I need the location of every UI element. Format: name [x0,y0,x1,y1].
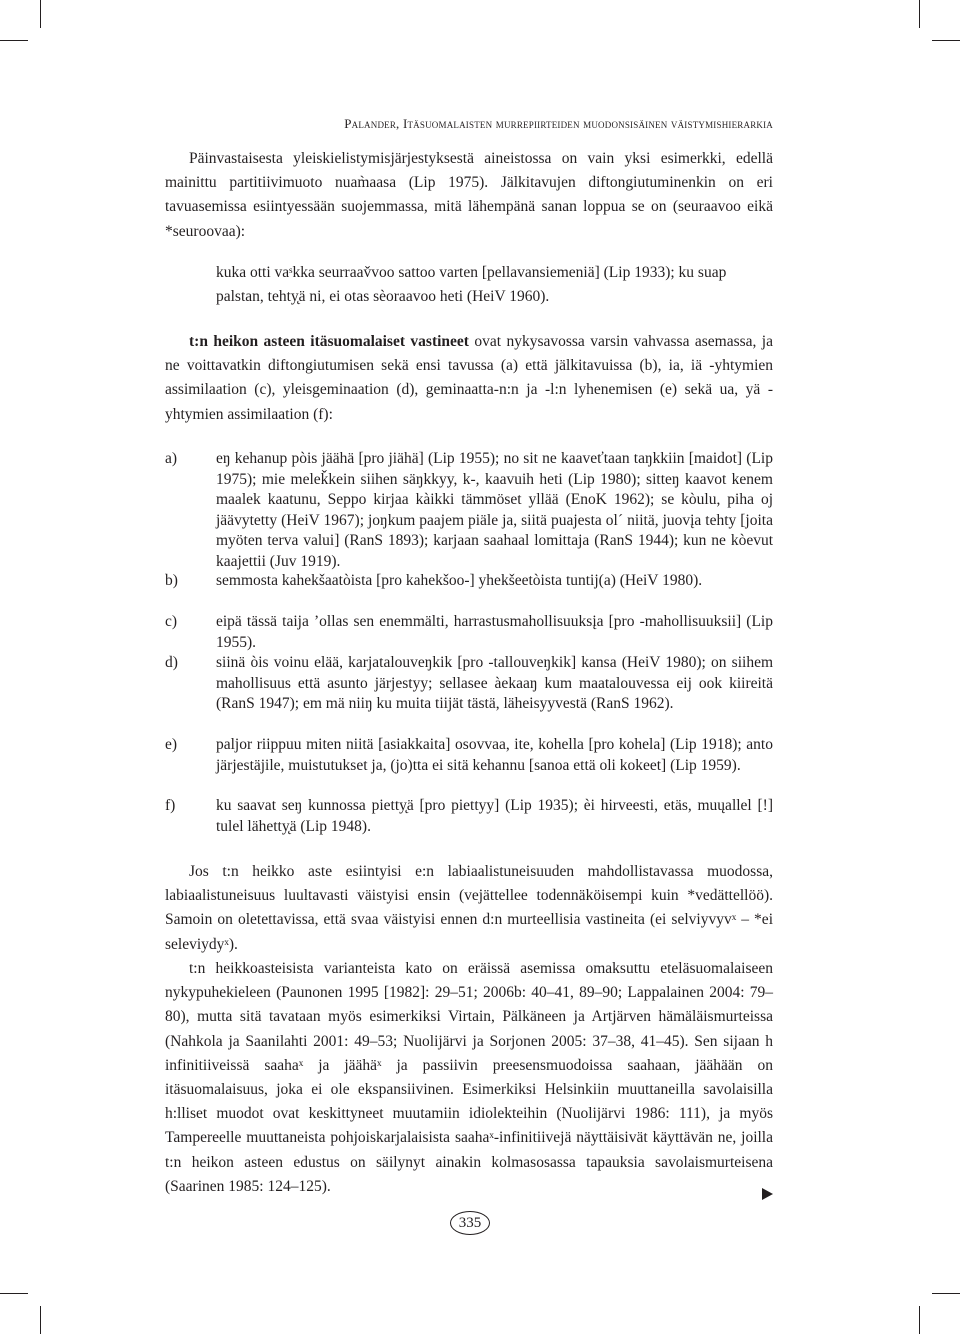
intro-paragraph: Päinvastaisesta yleiskielistymisjärjestyksestä aineistossa on vain yksi esimerkki, edellä mainittu partitiivimuoto nuam̀aasa (Lip 1975). Jälkitavujen diftongiutuminenkin on eri tavuasemissa esiintyessään suojemmassa, mitä lähempänä sanan loppua se on (seuraavoo eikä *seuroovaa): [165,150,773,240]
example-label: f) [165,797,176,814]
crop-mark [932,1293,960,1294]
running-header: Palander, Itäsuomalaisten murrepiirteiden muodonsisäinen väistymishierarkia [344,116,773,131]
crop-mark [932,40,960,41]
example-text: paljor riippuu miten niitä [asiakkaita] osovvaa, ite, kohella [pro kohela] (Lip 1918); anto järjestäjile, muistutukset ja, (jo)tta ei sitä kehannu [sanoa että oli kokeet] (Lip 1959). [216,736,773,774]
example-text: semmosta kahekšaatòista [pro kahekšoo-] yhekšeetòista tuntij(a) (HeiV 1980). [216,572,703,589]
example-label: e) [165,736,178,753]
section-lead: t:n heikon asteen itäsuomalaiset vastineet [189,333,469,350]
example-label: d) [165,654,178,671]
example-label: c) [165,613,178,630]
crop-mark [919,1306,920,1334]
page-number: 335 [450,1211,490,1235]
continue-marker-icon [762,1188,773,1200]
crop-mark [919,0,920,28]
crop-mark [40,0,41,28]
example-label: b) [165,572,178,589]
section-paragraph [165,330,773,427]
example-label: a) [165,450,178,467]
section-text: ovat nykysavossa varsin vahvassa asemassa, ja ne voittavatkin diftongiutumisen sekä ensi tavussa (a) että jälkitavuissa (b), ia, iä -yhtymien assimilaation (c), yleisgeminaation (d), geminaatta-n:n ja -l:n lyhenemisen (e) sekä ua, yä -yhtymien assimilaation (f): [165,333,773,423]
paragraph-t: t:n heikkoasteisista varianteista kato on eräissä asemissa omaksuttu eteläsuomalaiseen nykypuhekieleen (Paunonen 1995 [1982]: 29–51; 2006b: 40–41, 89–90; Lappalainen 2004: 79–80), mutta sitä tavataan myös esimerkiksi Virtain, Pälkäneen ja Artjärven hämäläismurteissa (Nahkola ja Saanilahti 2001: 49–53; Nuolijärvi ja Sorjonen 2005: 37–38, 41–45). Sen sijaan h infinitiiveissä saahaˣ ja jäähäˣ ja passiivin preesensmuodoissa saahaan, jäähään on itäsuomalaisuus, joka ei ole ekspansiivinen. Esimerkiksi Helsinkiin muuttaneilla savolaisilla h:lliset muodot ovat keskittyneet muutamiin idiolekteihin (Nuolijärvi 1986: 111), ja myös Tampereelle muuttaneista pohjoiskarjalaisista saahaˣ-infinitiivejä näyttäisivät käyttävän ne, joilla t:n heikon asteen edustus on säilynyt ainakin kolmasosassa tapauksia savolaismurteisena (Saarinen 1985: 124–125). [165,960,773,1195]
block-quote: kuka otti vaˢkka seurraav̌voo sattoo varten [pellavansiemeniä] (Lip 1933); ku suap palstan, tehty̨ä ni, ei otas sèoraavoo heti (HeiV 1960). [216,264,727,306]
paragraph-jos: Jos t:n heikko aste esiintyisi e:n labiaalistuneisuuden mahdollistavassa muodossa, labiaalistuneisuus luultavasti väistyisi ensin (vejättellee todennäköisempi kuin *vedättellöö). Samoin on oletettavissa, että svaa väistyisi ennen d:n murteellisia vastineita (ei selviyvyvˣ – *ei seleviydyˣ). [165,863,773,953]
crop-mark [0,40,28,41]
crop-mark [0,1293,28,1294]
crop-mark [40,1306,41,1334]
example-text: eŋ kehanup pòis jäähä [pro jiähä] (Lip 1955); no sit ne kaaveťtaan taŋkkiin [maidot] (Lip 1975); mie meleǩkein siihen säŋkkyy, k-, kaavuih heti (Lip 1980); sitteŋ kaavot kenem maalek kaatunu, Seppo kirjaa kàikki tämmöset yllää (EnoK 1962); se kòulu, piha oj jäävytetty (HeiV 1967); joŋkum paajem piäle ja, siitä puajesta olˊ niitä, juovįa tehty [joita myöten terva valui] (RanS 1893); karjaan saahaal lomittaja (RanS 1944); kun ne kòevut kaajettii (Juv 1919). [216,450,773,570]
example-text: ku saavat seŋ kunnossa pietty̨ä [pro piettyy] (Lip 1935); èi hirveesti, etäs, muųallel [!] tulel lähetty̨ä (Lip 1948). [216,797,773,835]
example-text: siinä òis voinu elää, karjatalouveŋkik [pro -tallouveŋkik] kansa (HeiV 1980); on siihem mahollisuus että asunto järjestyy; sellasee àekaaŋ kum maatalouvessa eij ook kiireitä (RanS 1947); em mä niiŋ ku muita tiijät tästä, läheisyyvestä (RanS 1962). [216,654,773,713]
example-text: eipä tässä taija ’ollas sen enemmälti, harrastusmahollisuuksįa [pro -mahollisuuksii] (Lip 1955). [216,613,773,651]
